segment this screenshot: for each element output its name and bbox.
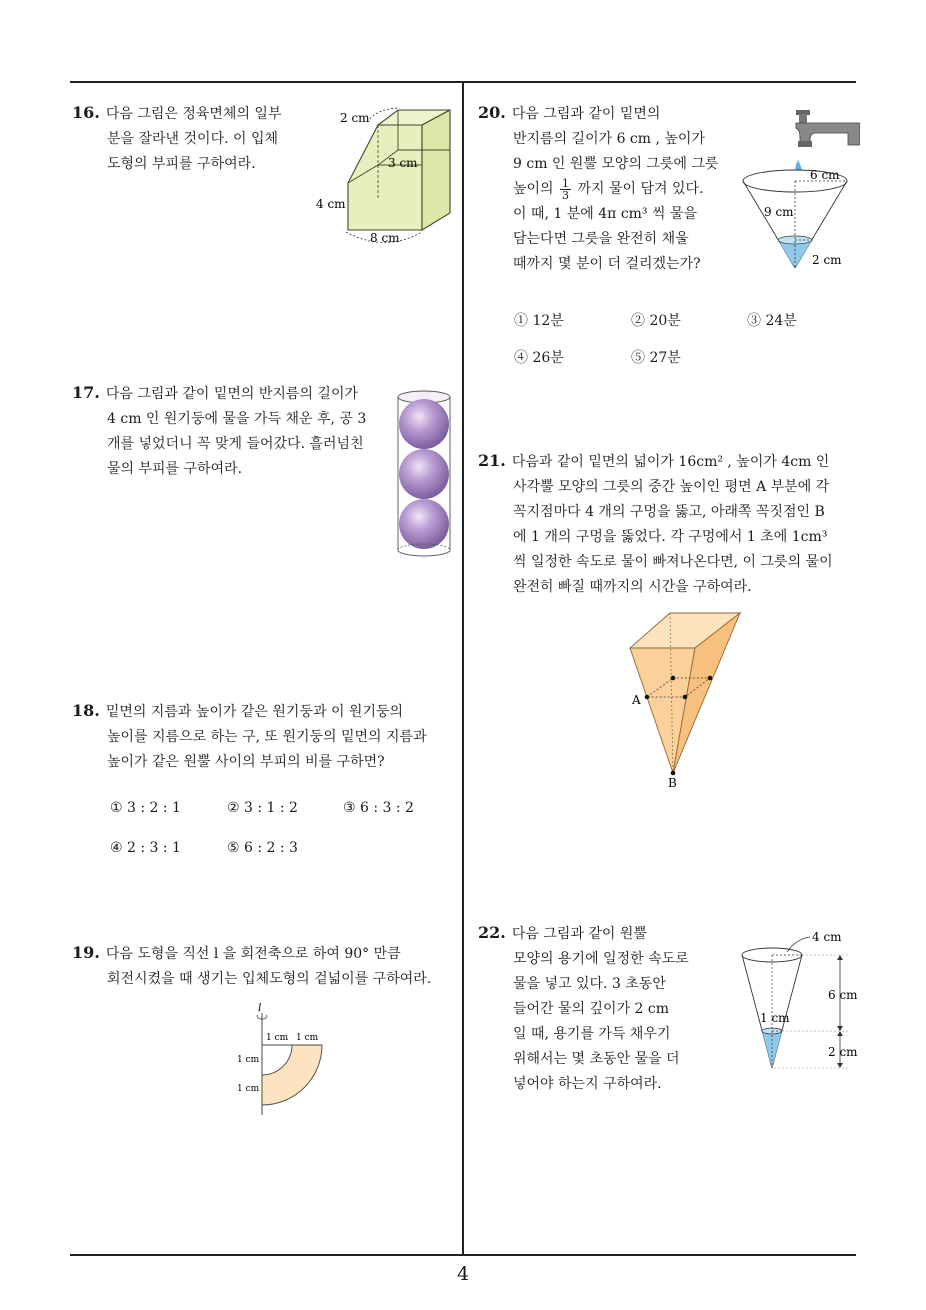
cone-container-figure [740,925,860,1073]
question-text: 4 cm 인 원기둥에 물을 가득 채운 후, 공 3 [107,411,367,427]
question-number: 21. [478,451,506,470]
cylinder-balls-figure [393,385,455,565]
question-text: 다음 그림과 같이 원뿔 [511,926,647,942]
question-16 [72,100,281,177]
label-2cm: 2 cm [828,1045,858,1059]
question-19 [72,940,431,992]
label-4cm: 4 cm [812,930,842,944]
question-text: 반지름의 길이가 6 cm , 높이가 [513,131,705,147]
label-2cm: 2 cm [812,253,842,267]
question-number: 17. [72,383,100,402]
choice-3[interactable]: ③ 6 : 3 : 2 [343,800,414,816]
question-text: 때까지 몇 분이 더 걸리겠는가? [513,256,701,272]
text-fragment: 높이의 [513,181,554,197]
bottom-rule [70,1254,856,1256]
choice-3[interactable]: ③ 24분 [747,313,797,329]
question-number: 19. [72,943,100,962]
faucet-icon [796,110,860,147]
cut-cube-figure [310,105,460,250]
faucet-cone-figure [738,102,860,274]
label-4cm: 4 cm [316,197,346,211]
label-B: B [668,776,677,788]
question-text: 다음 그림은 정육면체의 일부 [105,106,282,122]
choice-5[interactable]: ⑤ 6 : 2 : 3 [227,840,298,856]
text-fragment: 까지 물이 담겨 있다. [577,181,704,197]
label-side-1cm-b: 1 cm [237,1084,260,1094]
choice-4[interactable]: ④ 26분 [514,350,564,366]
choice-2[interactable]: ② 20분 [631,313,681,329]
label-2cm: 2 cm [340,111,370,125]
rotation-shape-figure [232,1003,332,1118]
question-number: 22. [478,923,506,942]
question-text: 씩 일정한 속도로 물이 빠져나온다면, 이 그릇의 물이 [513,554,833,570]
question-text: 물의 부피를 구하여라. [107,461,243,477]
pyramid-figure [625,608,775,788]
question-text: 높이를 지름으로 하는 구, 또 원기둥의 밑면의 지름과 [107,729,427,745]
sphere-2 [399,449,449,499]
question-text: 담는다면 그릇을 완전히 채울 [513,231,689,247]
question-18 [72,698,427,775]
label-side-1cm-a: 1 cm [237,1055,260,1065]
label-6cm: 6 cm [810,168,840,182]
choice-4[interactable]: ④ 2 : 3 : 1 [110,840,181,856]
question-text: 9 cm 인 원뿔 모양의 그릇에 그릇 [513,156,719,172]
question-text: 분을 잘라낸 것이다. 이 입체 [107,131,279,147]
label-A: A [632,693,641,707]
question-text: 밑면의 지름과 높이가 같은 원기둥과 이 원기둥의 [105,704,404,720]
label-9cm: 9 cm [764,205,794,219]
label-1cm: 1 cm [760,1011,790,1025]
question-20 [478,100,719,277]
question-21 [478,448,833,600]
fraction-denominator: 3 [562,188,570,202]
question-text: 이 때, 1 분에 4π cm³ 씩 물을 [513,206,698,222]
question-text: 다음 도형을 직선 l 을 회전축으로 하여 90° 만큼 [105,946,401,962]
question-text: 다음 그림과 같이 밑면의 [511,106,661,122]
question-22 [478,920,689,1097]
question-text: 일 때, 용기를 가득 채우기 [513,1026,671,1042]
question-number: 16. [72,103,100,122]
choice-1[interactable]: ① 12분 [514,313,564,329]
choice-5[interactable]: ⑤ 27분 [631,350,681,366]
question-text: 꼭지점마다 4 개의 구멍을 뚫고, 아래쪽 꼭짓점인 B [513,504,825,520]
question-text: 모양의 용기에 일정한 속도로 [513,951,689,967]
choice-2[interactable]: ② 3 : 1 : 2 [227,800,298,816]
question-text: 완전히 빠질 때까지의 시간을 구하여라. [513,579,752,595]
question-text: 높이가 같은 원뿔 사이의 부피의 비를 구하면? [107,754,385,770]
question-number: 18. [72,701,100,720]
question-text: 에 1 개의 구멍을 뚫었다. 각 구멍에서 1 초에 1cm³ [513,529,828,545]
question-text: 사각뿔 모양의 그릇의 중간 높이인 평면 A 부분에 각 [513,479,830,495]
label-3cm: 3 cm [388,156,418,170]
question-text-fraction-line [478,177,719,202]
question-text: 도형의 부피를 구하여라. [107,156,256,172]
label-8cm: 8 cm [370,231,400,245]
page-number: 4 [456,1263,470,1285]
question-text: 들어간 물의 깊이가 2 cm [513,1001,670,1017]
label-top-1cm-b: 1 cm [296,1033,319,1043]
question-text: 물을 넣고 있다. 3 초동안 [513,976,666,992]
question-17 [72,380,366,482]
choice-1[interactable]: ① 3 : 2 : 1 [110,800,181,816]
label-6cm: 6 cm [828,988,858,1002]
question-number: 20. [478,103,506,122]
question-text: 개를 넣었더니 꼭 맞게 들어갔다. 흘러넘친 [107,436,364,452]
fraction-numerator: 1 [562,176,570,190]
fraction [560,178,571,201]
question-text: 위해서는 몇 초동안 물을 더 [513,1051,680,1067]
sphere-1 [399,399,449,449]
question-text: 다음과 같이 밑면의 넓이가 16cm² , 높이가 4cm 인 [511,454,830,470]
question-text: 넣어야 하는지 구하여라. [513,1076,662,1092]
column-divider [462,82,464,1255]
label-top-1cm-a: 1 cm [266,1033,289,1043]
question-text: 회전시켰을 때 생기는 입체도형의 겉넓이를 구하여라. [107,971,432,987]
question-text: 다음 그림과 같이 밑면의 반지름의 길이가 [105,386,359,402]
sphere-3 [399,499,449,549]
axis-label: l [258,1003,262,1014]
